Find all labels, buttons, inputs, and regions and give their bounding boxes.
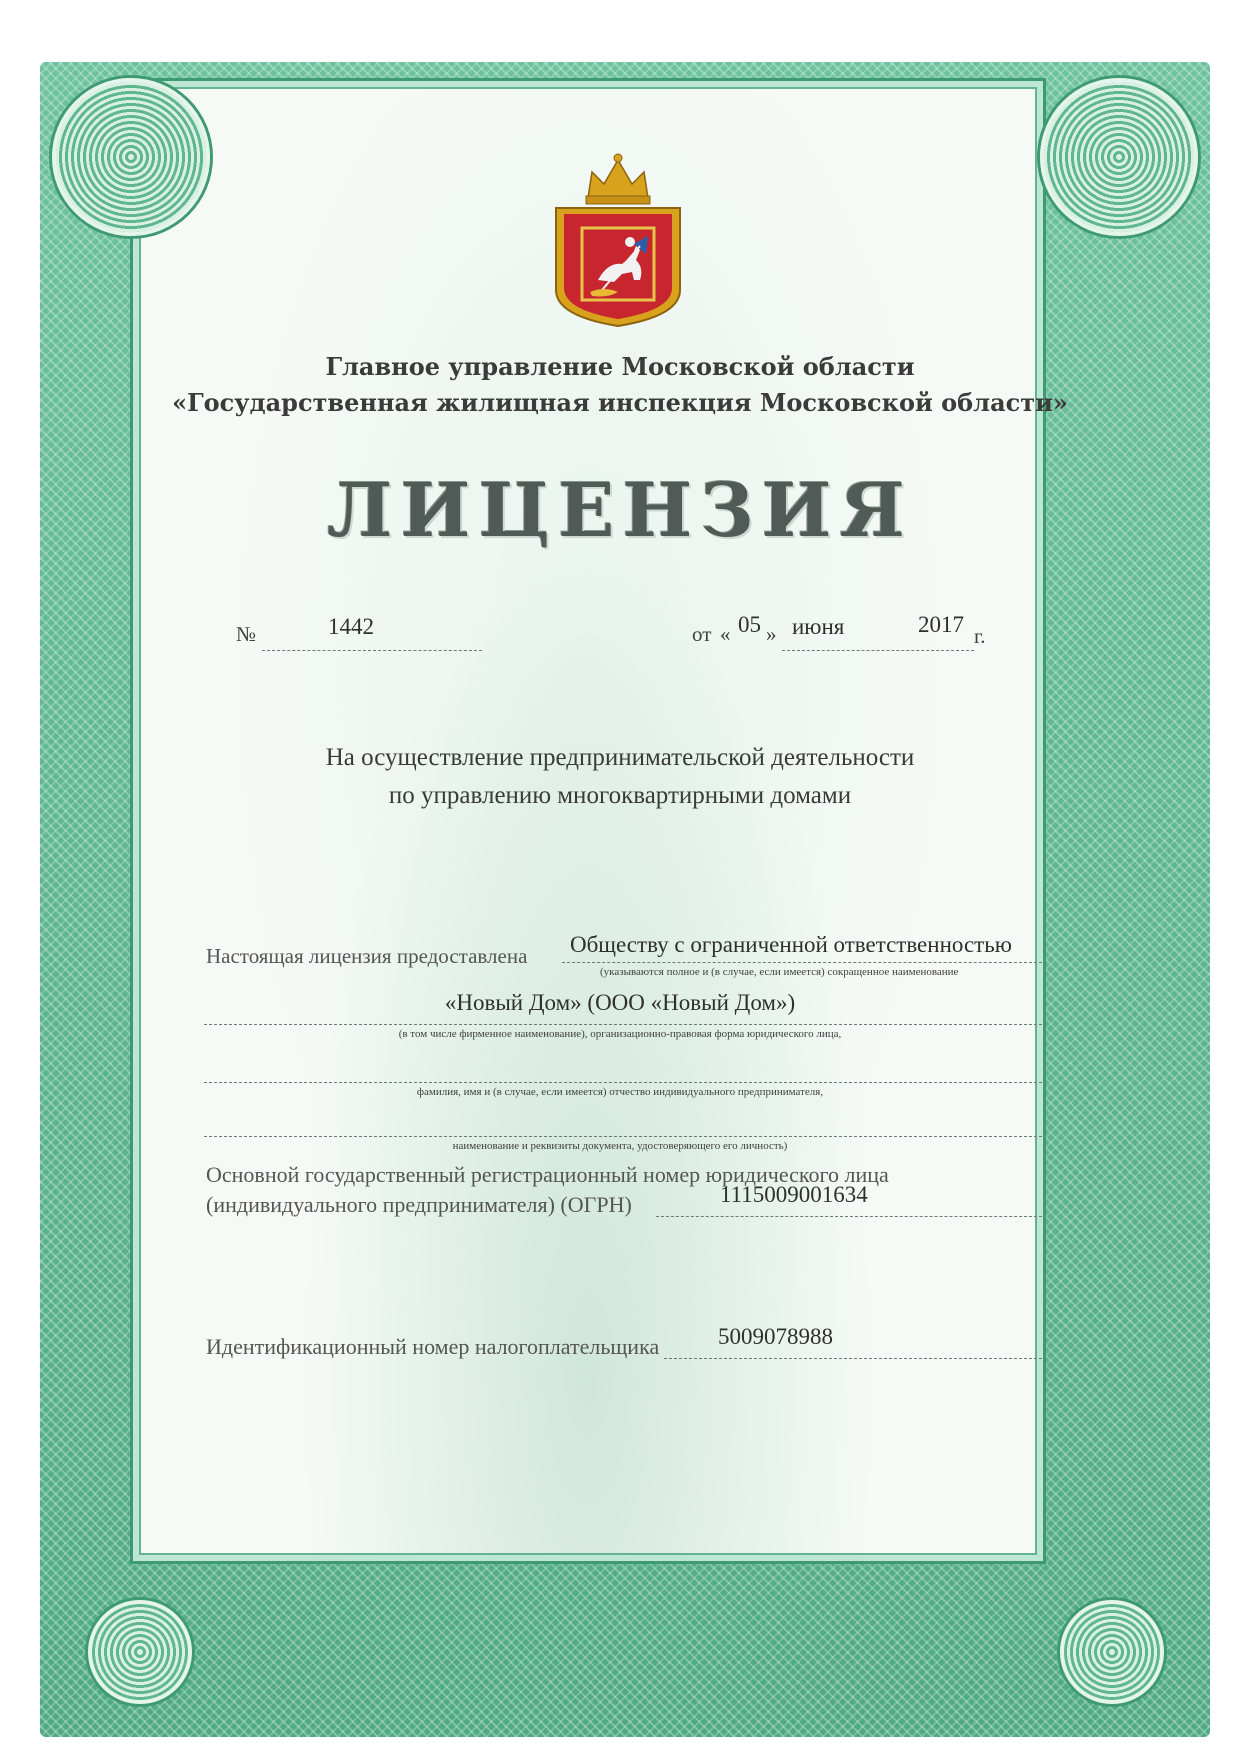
corner-rosette-icon xyxy=(88,1600,192,1704)
license-purpose-line2: по управлению многоквартирными домами xyxy=(388,782,852,809)
license-date-year-suffix: г. xyxy=(974,624,986,648)
agency-name-line1: Главное управление Московской области xyxy=(325,352,915,381)
licensee-caption-3: фамилия, имя и (в случае, если имеется) отчество индивидуального предпринимателя, xyxy=(416,1086,824,1098)
license-date-quote-open: « xyxy=(720,622,731,646)
licensee-underline-1 xyxy=(562,962,1042,963)
license-date-quote-close: » xyxy=(766,622,777,646)
license-number: 1442 xyxy=(328,614,374,639)
licensee-label: Настоящая лицензия предоставлена xyxy=(206,944,528,968)
licensee-caption-4: наименование и реквизиты документа, удостоверяющего его личность) xyxy=(452,1140,788,1152)
licensee-underline-4 xyxy=(204,1136,1042,1137)
licensee-name-line2: «Новый Дом» (ООО «Новый Дом») xyxy=(444,990,796,1015)
licensee-underline-2 xyxy=(204,1024,1042,1025)
license-date-year: 2017 xyxy=(918,612,964,637)
corner-rosette-icon xyxy=(1040,78,1198,236)
document-title: ЛИЦЕНЗИЯ xyxy=(327,468,913,554)
ogrn-label-line2: (индивидуального предпринимателя) (ОГРН) xyxy=(206,1192,632,1217)
license-date-prefix: от xyxy=(692,622,712,646)
licensee-caption-1: (указываются полное и (в случае, если имеется) сокращенное наименование xyxy=(600,966,959,978)
license-date-underline xyxy=(782,650,974,651)
inn-label: Идентификационный номер налогоплательщика xyxy=(206,1334,660,1359)
license-number-label: № xyxy=(236,622,257,646)
moscow-region-coat-of-arms-icon xyxy=(548,150,688,328)
licensee-caption-2: (в том числе фирменное наименование), организационно-правовая форма юридического лица, xyxy=(398,1028,842,1040)
license-date-month: июня xyxy=(792,614,845,639)
corner-rosette-icon xyxy=(52,78,210,236)
ogrn-underline xyxy=(656,1216,1042,1217)
inn-underline xyxy=(664,1358,1042,1359)
license-date-day: 05 xyxy=(738,612,761,637)
license-number-underline xyxy=(262,650,482,651)
corner-rosette-icon xyxy=(1060,1600,1164,1704)
agency-name-line2: «Государственная жилищная инспекция Московской области» xyxy=(172,388,1068,417)
inn-value: 5009078988 xyxy=(718,1324,833,1349)
ogrn-label-line1: Основной государственный регистрационный номер юридического лица xyxy=(206,1162,889,1187)
license-purpose-line1: На осуществление предпринимательской деятельности xyxy=(325,744,915,771)
licensee-name-line1: Обществу с ограниченной ответственностью xyxy=(570,932,1012,957)
ogrn-value: 1115009001634 xyxy=(720,1182,868,1207)
licensee-underline-3 xyxy=(204,1082,1042,1083)
